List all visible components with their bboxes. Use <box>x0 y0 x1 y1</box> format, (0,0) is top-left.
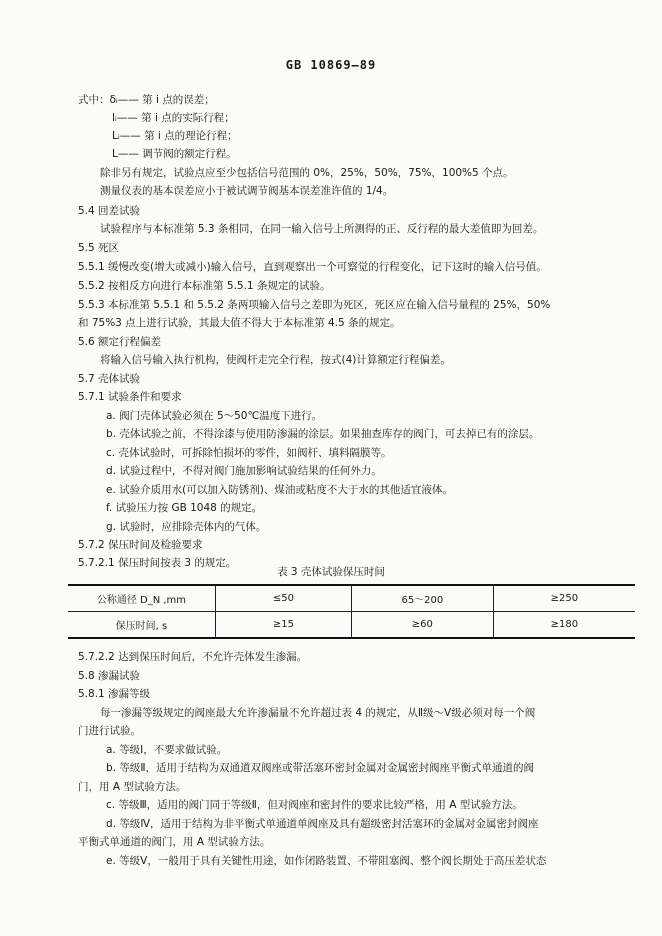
section-5-6-text: 将输入信号输入执行机构，使阀杆走完全行程，按式(4)计算额定行程偏差。 <box>100 354 451 366</box>
grade-b-cont: 门，用 A 型试验方法。 <box>78 781 187 793</box>
clause-5-7-1-title: 5.7.1 试验条件和要求 <box>78 391 182 403</box>
test-points-text: 除非另有规定，试验点应至少包括信号范围的 0%，25%，50%，75%，100%5 个点。 <box>100 167 514 179</box>
table-cell: 公称通径 D_N ,mm <box>68 585 215 612</box>
clause-5-8-1-text: 每一渗漏等级规定的阀座最大允许渗漏量不允许超过表 4 的规定，从Ⅱ级～Ⅴ级必须对每一个阀 <box>100 707 536 719</box>
table-row <box>68 612 635 639</box>
section-5-4-title: 5.4 回差试验 <box>78 205 141 217</box>
where-l-line: lᵢ—— 第 i 点的实际行程； <box>112 112 235 124</box>
table-cell: ≥15 <box>215 612 351 639</box>
clause-5-7-2-title: 5.7.2 保压时间及检验要求 <box>78 539 203 551</box>
section-5-8-title: 5.8 渗漏试验 <box>78 670 141 682</box>
item-c: c. 壳体试验时，可拆除怕损坏的零件，如阀杆、填料隔膜等。 <box>106 447 392 459</box>
item-b: b. 壳体试验之前，不得涂漆与使用防渗漏的涂层。如果抽查库存的阀门，可去掉已有的涂层。 <box>106 428 540 440</box>
grade-c: c. 等级Ⅲ，适用的阀门同于等级Ⅱ，但对阀座和密封件的要求比较严格，用 A 型试验方法。 <box>106 799 523 811</box>
page-header: GB 10869—89 <box>285 58 377 72</box>
table-cell: ≥250 <box>493 585 635 612</box>
item-d: d. 试验过程中，不得对阀门施加影响试验结果的任何外力。 <box>106 465 382 477</box>
clause-5-8-1-cont: 门进行试验。 <box>78 725 141 737</box>
grade-e: e. 等级Ⅴ，一般用于具有关键性用途，如作闭路装置、不带阻塞阀、整个阀长期处于高压差状态 <box>106 855 547 867</box>
grade-a: a. 等级Ⅰ，不要求做试验。 <box>106 744 228 756</box>
clause-5-5-1: 5.5.1 缓慢改变(增大或减小)输入信号，直到观察出一个可察觉的行程变化，记下这时的输入信号值。 <box>78 261 547 273</box>
table-cell: ≥180 <box>493 612 635 639</box>
grade-b: b. 等级Ⅱ，适用于结构为双通道双阀座或带活塞环密封金属对金属密封阀座平衡式单通道的阀 <box>106 762 535 774</box>
clause-5-8-1-title: 5.8.1 渗漏等级 <box>78 688 151 700</box>
section-5-7-title: 5.7 壳体试验 <box>78 373 141 385</box>
table-cell: ≥60 <box>351 612 493 639</box>
grade-d: d. 等级Ⅳ，适用于结构为非平衡式单通道单阀座及具有超级密封活塞环的金属对金属密封阀座 <box>106 818 539 830</box>
clause-5-5-3: 5.5.3 本标准第 5.5.1 和 5.5.2 条两项输入信号之差即为死区，死区应在输入信号量程的 25%，50% <box>78 299 551 311</box>
grade-d-cont: 平衡式单通道的阀门，用 A 型试验方法。 <box>78 836 271 848</box>
item-e: e. 试验介质用水(可以加入防锈剂)、煤油或粘度不大于水的其他适宜液体。 <box>106 484 453 496</box>
section-5-4-text: 试验程序与本标准第 5.3 条相同，在同一输入信号上所测得的正、反行程的最大差值即为回差。 <box>100 223 544 235</box>
clause-5-7-2-1: 5.7.2.1 保压时间按表 3 的规定。 <box>78 557 237 569</box>
item-a: a. 阀门壳体试验必须在 5～50℃温度下进行。 <box>106 410 323 422</box>
section-5-5-title: 5.5 死区 <box>78 242 120 254</box>
clause-5-5-2: 5.5.2 按相反方向进行本标准第 5.5.1 条规定的试验。 <box>78 280 331 292</box>
table-row <box>68 585 635 612</box>
where-L-line: L—— 调节阀的额定行程。 <box>112 148 237 160</box>
item-g: g. 试验时，应排除壳体内的气体。 <box>106 521 267 533</box>
section-5-6-title: 5.6 额定行程偏差 <box>78 336 162 348</box>
table-cell: 65～200 <box>351 585 493 612</box>
clause-5-5-3-cont: 和 75%3 点上进行试验，其最大值不得大于本标准第 4.5 条的规定。 <box>78 317 401 329</box>
where-L-i-line: Lᵢ—— 第 i 点的理论行程； <box>112 130 238 142</box>
clause-5-7-2-2: 5.7.2.2 达到保压时间后，不允许壳体发生渗漏。 <box>78 651 308 663</box>
table-cell: 保压时间, s <box>68 612 215 639</box>
instrument-text: 测量仪表的基本误差应小于被试调节阀基本误差准许值的 1/4。 <box>100 185 394 197</box>
table-3 <box>68 584 635 639</box>
item-f: f. 试验压力按 GB 1048 的规定。 <box>106 502 263 514</box>
table-cell: ≤50 <box>215 585 351 612</box>
table-3-caption: 表 3 壳体试验保压时间 <box>277 566 385 578</box>
where-delta-line: 式中：δᵢ—— 第 i 点的误差； <box>78 94 215 106</box>
